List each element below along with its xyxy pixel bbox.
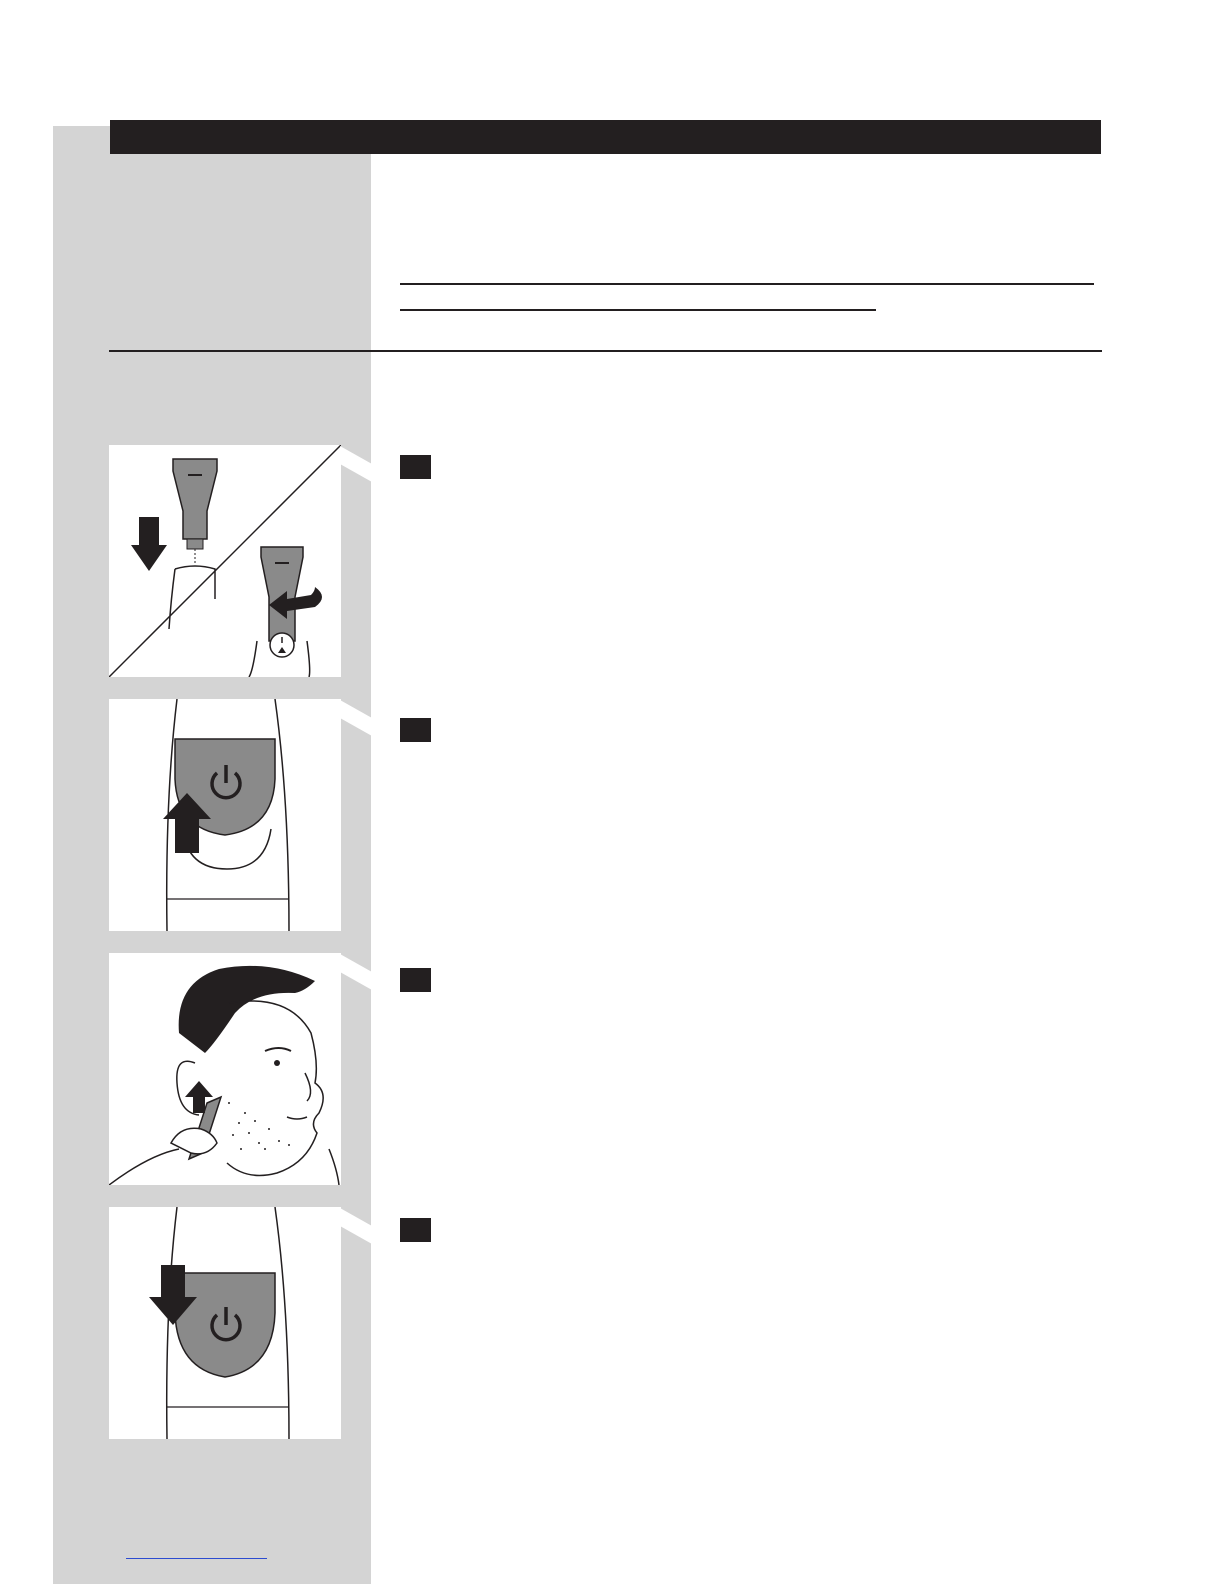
figure-slide-switch-off: [109, 1207, 341, 1439]
step-number-box: [400, 1218, 431, 1242]
footer-link-underline[interactable]: [126, 1558, 267, 1559]
figure-trim-sideburn: [109, 953, 341, 1185]
panel-pointer: [340, 1208, 372, 1244]
section-header-bar: [110, 120, 1101, 154]
panel-pointer: [340, 446, 372, 482]
step-number-box: [400, 968, 431, 992]
text-underline-rule: [400, 283, 1094, 285]
panel-pointer: [340, 954, 372, 990]
figure-attach-trimmer-head: [109, 445, 341, 677]
figure-slide-switch-on: [109, 699, 341, 931]
step-number-box: [400, 718, 431, 742]
section-divider: [109, 350, 1102, 352]
panel-pointer: [340, 700, 372, 736]
down-arrow-icon: [131, 517, 167, 571]
text-underline-rule: [400, 309, 876, 311]
step-number-box: [400, 455, 431, 479]
